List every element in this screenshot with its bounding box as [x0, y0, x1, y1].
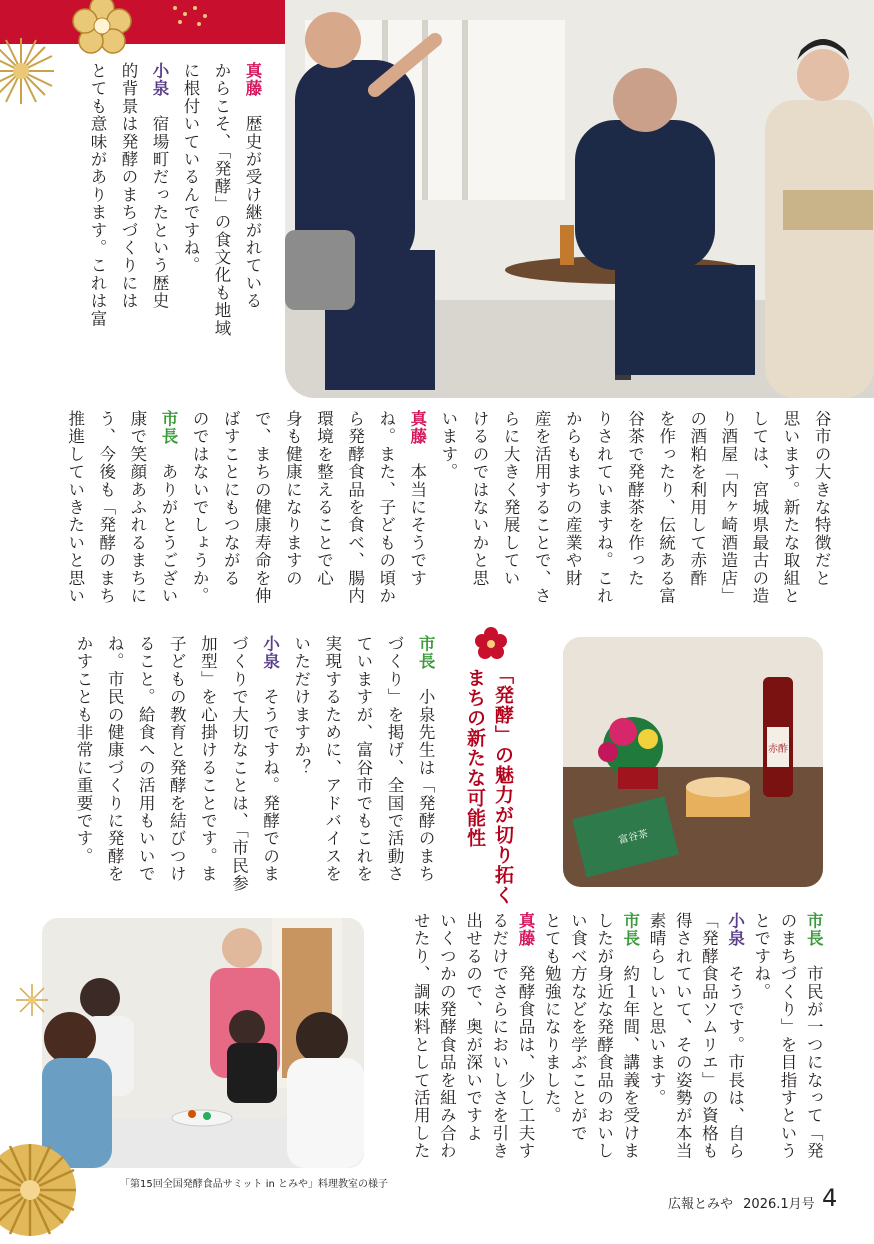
- photo-caption: 「第15回全国発酵食品サミット in とみや」料理教室の様子: [120, 1179, 388, 1190]
- dialogue-column: いくつかの発酵食品を組み合わ: [437, 912, 457, 1160]
- dialogue-column: い食べ方などを学ぶことがで: [568, 912, 588, 1143]
- dialogue-column: 推進していきたいと思い: [65, 410, 85, 605]
- dialogue-column: 素晴らしいと思います。: [646, 912, 666, 1107]
- bottle-label: 赤酢: [768, 744, 788, 755]
- dialogue-column: 市長 市民が一つになって「発: [804, 912, 824, 1160]
- dialogue-column: 谷市の大きな特徴だと: [812, 410, 832, 587]
- dialogue-column: いただけますか？: [291, 635, 311, 777]
- speaker-name: 小泉: [150, 62, 169, 98]
- dialogue-column: います。: [438, 410, 458, 481]
- dialogue-column: 環境を整えることで心: [314, 410, 334, 587]
- issue-label: 2026.1月号: [743, 1197, 815, 1212]
- dialogue-column: 的背景は発酵のまちづくりには: [119, 62, 138, 310]
- dialogue-column: けるのではないかと思: [469, 410, 489, 587]
- cooking-class-photo: [42, 918, 364, 1168]
- dialogue-column: とても意味があります。これは富: [88, 62, 107, 328]
- dialogue-column: とても勉強になりました。: [542, 912, 562, 1125]
- dialogue-column: り酒屋「内ヶ崎酒造店」: [718, 410, 738, 605]
- interview-photo: [285, 0, 874, 398]
- dialogue-column: 真藤 本当にそうです: [407, 410, 427, 588]
- footer-publication: [668, 1193, 815, 1212]
- gold-dots-decoration: [165, 0, 215, 30]
- speaker-name: 小泉: [260, 635, 280, 671]
- dialogue-column: 小泉 宿場町だったという歴史: [150, 62, 169, 310]
- dialogue-column: 子どもの教育と発酵を結びつけ: [167, 635, 187, 883]
- speaker-name: 小泉: [725, 912, 745, 948]
- dialogue-column: 真藤 歴史が受け継がれている: [243, 62, 262, 310]
- dialogue-column: からこそ、「発酵」の食文化も地域: [212, 62, 231, 337]
- speaker-name: 市長: [416, 635, 436, 671]
- speaker-name: 真藤: [515, 912, 535, 948]
- dialogue-column: づくりで大切なことは、「市民参: [229, 635, 249, 893]
- gold-chrysanthemum-icon: [0, 1140, 80, 1240]
- dialogue-column: かすことも非常に重要です。: [73, 635, 93, 866]
- dialogue-column: の酒粕を利用して赤酢: [687, 410, 707, 587]
- dialogue-column: とですね。: [751, 912, 771, 1001]
- dialogue-column: 実現するために、アドバイスを: [322, 635, 342, 883]
- dialogue-column: 出せるので、奥が深いですよ: [463, 912, 483, 1143]
- dialogue-column: 谷茶で発酵茶を作った: [625, 410, 645, 587]
- speaker-name: 市長: [804, 912, 824, 948]
- dialogue-column: しては、宮城県最古の造: [749, 410, 769, 605]
- dialogue-column: したが身近な発酵食品のおいし: [594, 912, 614, 1160]
- speaker-name: 真藤: [243, 62, 262, 98]
- dialogue-column: ること。給食への活用もいいで: [136, 635, 156, 883]
- dialogue-column: のではないでしょうか。: [190, 410, 210, 605]
- speaker-name: 市長: [620, 912, 640, 948]
- speaker-name: 市長: [158, 410, 178, 446]
- publication-name: 広報とみや: [668, 1197, 734, 1212]
- dialogue-column: るだけでさらにおいしさを引き: [489, 912, 509, 1160]
- heading-flower-icon: [474, 626, 508, 660]
- dialogue-column: ね。市民の健康づくりに発酵を: [105, 635, 125, 883]
- dialogue-column: 得されていて、その姿勢が本当: [673, 912, 693, 1160]
- dialogue-column: 身も健康になりますの: [283, 410, 303, 587]
- page-number: 4: [822, 1184, 838, 1212]
- dialogue-column: からもまちの産業や財: [563, 410, 583, 587]
- dialogue-column: 市長 ありがとうござい: [158, 410, 178, 605]
- dialogue-column: 康で笑顔あふれるまちに: [127, 410, 147, 605]
- dialogue-column: ね。また、子どもの頃か: [376, 410, 396, 605]
- dialogue-column: 市長 小泉先生は「発酵のまち: [416, 635, 436, 883]
- dialogue-column: せたり、調味料として活用した: [411, 912, 431, 1160]
- dialogue-column: 小泉 そうですね。発酵でのま: [260, 635, 280, 883]
- dialogue-column: 真藤 発酵食品は、少し工夫す: [515, 912, 535, 1160]
- dialogue-column: のまちづくり」を目指すという: [777, 912, 797, 1160]
- plum-blossom-icon: [70, 0, 134, 58]
- tea-box-label: 富谷茶: [617, 828, 650, 847]
- dialogue-column: ていますが、富谷市でもこれを: [353, 635, 373, 883]
- dialogue-column: 思います。新たな取組と: [780, 410, 800, 605]
- dialogue-column: う、今後も「発酵のまち: [96, 410, 116, 605]
- dialogue-column: 加型」を心掛けることです。ま: [198, 635, 218, 883]
- dialogue-column: ばすことにもつながる: [221, 410, 241, 587]
- dialogue-column: りされていますね。これ: [594, 410, 614, 605]
- section-heading-line2: まちの新たな可能性: [464, 668, 486, 848]
- dialogue-column: を作ったり、伝統ある富: [656, 410, 676, 605]
- gold-chrysanthemum-icon: [0, 36, 56, 106]
- dialogue-column: で、まちの健康寿命を伸: [252, 410, 272, 605]
- dialogue-column: らに大きく発展してい: [501, 410, 521, 587]
- fermented-food-photo: [563, 637, 823, 887]
- dialogue-column: 市長 約１年間、講義を受けま: [620, 912, 640, 1160]
- section-heading-line1: 「発酵」の魅力が切り拓く: [492, 665, 514, 905]
- dialogue-column: 「発酵食品ソムリエ」の資格も: [699, 912, 719, 1160]
- dialogue-column: に根付いているんですね。: [181, 62, 200, 275]
- dialogue-column: ら発酵食品を食べ、腸内: [345, 410, 365, 605]
- gold-burst-icon: [14, 982, 50, 1018]
- dialogue-column: づくり」を掲げ、全国で活動さ: [384, 635, 404, 883]
- speaker-name: 真藤: [407, 410, 427, 446]
- dialogue-column: 小泉 そうです。市長は、自ら: [725, 912, 745, 1160]
- dialogue-column: 産を活用することで、さ: [532, 410, 552, 605]
